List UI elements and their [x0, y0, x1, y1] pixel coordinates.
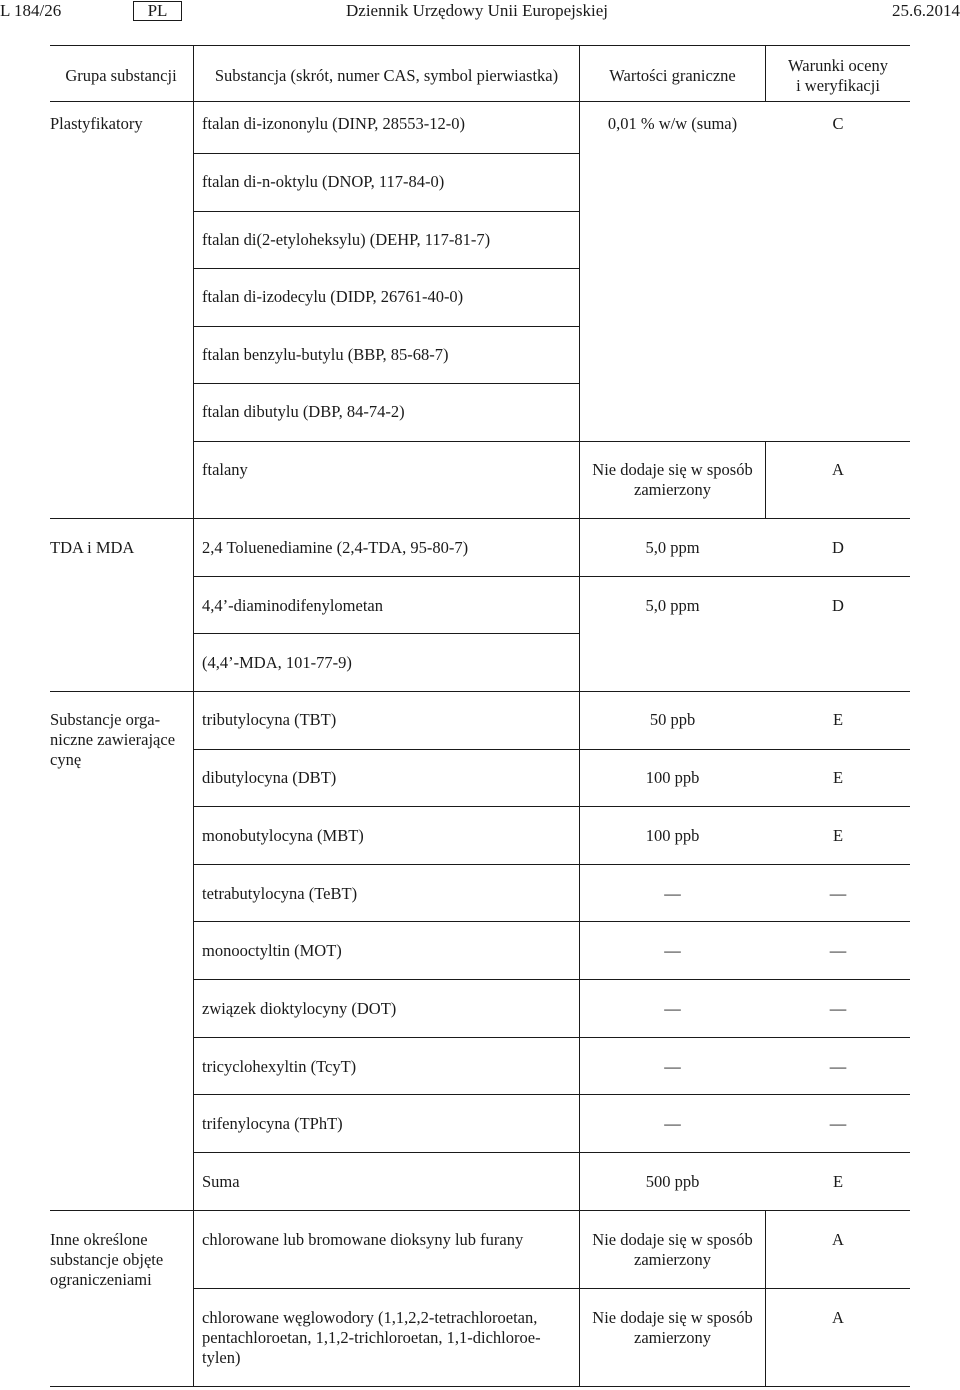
- row-divider: [194, 1152, 910, 1153]
- limit-cell: —: [664, 1057, 681, 1076]
- condition-cell: —: [829, 941, 847, 960]
- substance-cell: ftalany: [202, 460, 248, 479]
- substance-cell: chlorowane węglowodory (1,1,2,2-tetrachloroetan, pentachloroetan, 1,1,2-trichloroetan, 1,1-dichloroe- tylen): [202, 1308, 541, 1367]
- condition-cell: E: [832, 1172, 844, 1191]
- row-divider: [194, 1037, 910, 1038]
- limit-cell: Nie dodaje się w sposób zamierzony: [592, 1230, 753, 1269]
- row-divider: [194, 326, 580, 327]
- column-header-limit: Wartości graniczne: [609, 66, 736, 85]
- condition-cell: E: [832, 710, 844, 729]
- substance-cell: ftalan di-izodecylu (DIDP, 26761-40-0): [202, 287, 464, 306]
- substance-cell: związek dioktylocyny (DOT): [202, 999, 397, 1018]
- substance-cell: 2,4 Toluenediamine (2,4-TDA, 95-80-7): [202, 538, 469, 557]
- substance-cell: ftalan di-n-oktylu (DNOP, 117-84-0): [202, 172, 445, 191]
- row-divider: [194, 864, 910, 865]
- condition-cell: —: [829, 1114, 847, 1133]
- column-divider: [765, 1210, 766, 1386]
- row-divider: [194, 153, 580, 154]
- group-plasticizers: Plastyfikatory: [50, 114, 143, 133]
- group-divider: [50, 691, 910, 692]
- row-divider: [194, 633, 580, 634]
- limit-cell: 0,01 % w/w (suma): [607, 114, 738, 133]
- row-divider: [194, 921, 910, 922]
- group-organotin: Substancje orga- niczne zawierające cynę: [50, 710, 176, 769]
- limit-cell: Nie dodaje się w sposób zamierzony: [592, 1308, 753, 1347]
- limit-cell: 5,0 ppm: [645, 538, 700, 557]
- header-bottom-rule: [50, 101, 910, 102]
- column-header-group: Grupa substancji: [65, 66, 177, 85]
- condition-cell: —: [829, 1057, 847, 1076]
- condition-cell: —: [829, 884, 847, 903]
- substance-cell: ftalan di-izononylu (DINP, 28553-12-0): [202, 114, 466, 133]
- condition-cell: A: [832, 1308, 844, 1327]
- table-top-rule: [50, 45, 910, 46]
- column-header-substance: Substancja (skrót, numer CAS, symbol pierwiastka): [214, 66, 559, 85]
- substance-cell: tetrabutylocyna (TeBT): [202, 884, 358, 903]
- substance-cell: 4,4’-diaminodifenylometan: [202, 596, 383, 615]
- column-divider: [765, 441, 766, 518]
- limit-cell: 500 ppb: [645, 1172, 700, 1191]
- substance-cell: tricyclohexyltin (TcyT): [202, 1057, 357, 1076]
- page-reference: L 184/26: [0, 1, 62, 20]
- row-divider: [194, 1288, 910, 1289]
- limit-cell: —: [664, 999, 681, 1018]
- substance-cell: monooctyltin (MOT): [202, 941, 342, 960]
- row-divider: [194, 806, 910, 807]
- row-divider: [194, 383, 580, 384]
- condition-cell: E: [832, 768, 844, 787]
- substance-cell: ftalan dibutylu (DBP, 84-74-2): [202, 402, 405, 421]
- row-divider: [194, 1094, 910, 1095]
- substance-cell: chlorowane lub bromowane dioksyny lub furany: [202, 1230, 524, 1249]
- condition-cell: D: [832, 538, 844, 557]
- publication-date: 25.6.2014: [892, 1, 960, 20]
- limit-cell: —: [664, 884, 681, 903]
- condition-cell: A: [832, 460, 844, 479]
- substance-cell: trifenylocyna (TPhT): [202, 1114, 343, 1133]
- limit-cell: 5,0 ppm: [645, 596, 700, 615]
- limit-cell: Nie dodaje się w sposób zamierzony: [592, 460, 753, 499]
- substance-cell: ftalan di(2-etyloheksylu) (DEHP, 117-81-7): [202, 230, 491, 249]
- row-divider: [194, 268, 580, 269]
- row-divider: [194, 979, 910, 980]
- row-divider: [194, 211, 580, 212]
- condition-cell: —: [829, 999, 847, 1018]
- substance-cell: ftalan benzylu-butylu (BBP, 85-68-7): [202, 345, 449, 364]
- group-divider: [50, 1210, 910, 1211]
- column-divider: [765, 45, 766, 101]
- table-bottom-rule: [50, 1386, 910, 1387]
- substance-cell: Suma: [202, 1172, 240, 1191]
- limit-cell: —: [664, 941, 681, 960]
- substance-cell: monobutylocyna (MBT): [202, 826, 364, 845]
- substance-cell: dibutylocyna (DBT): [202, 768, 337, 787]
- row-divider: [194, 749, 910, 750]
- limit-cell: 100 ppb: [645, 826, 700, 845]
- group-tda-mda: TDA i MDA: [50, 538, 135, 557]
- language-box: PL: [133, 1, 182, 21]
- limit-cell: 50 ppb: [649, 710, 696, 729]
- journal-title: Dziennik Urzędowy Unii Europejskiej: [346, 1, 609, 20]
- column-divider: [579, 45, 580, 1386]
- group-other-restricted: Inne określone substancje objęte ograniczeniami: [50, 1230, 164, 1289]
- substance-cell: (4,4’-MDA, 101-77-9): [202, 653, 352, 672]
- group-divider: [50, 518, 910, 519]
- condition-cell: C: [832, 114, 844, 133]
- condition-cell: E: [832, 826, 844, 845]
- condition-cell: D: [832, 596, 844, 615]
- row-divider: [194, 441, 910, 442]
- condition-cell: A: [832, 1230, 844, 1249]
- substance-cell: tributylocyna (TBT): [202, 710, 337, 729]
- limit-cell: —: [664, 1114, 681, 1133]
- column-divider: [193, 45, 194, 1386]
- column-header-conditions: Warunki oceny i weryfikacji: [788, 56, 888, 95]
- limit-cell: 100 ppb: [645, 768, 700, 787]
- row-divider: [194, 576, 910, 577]
